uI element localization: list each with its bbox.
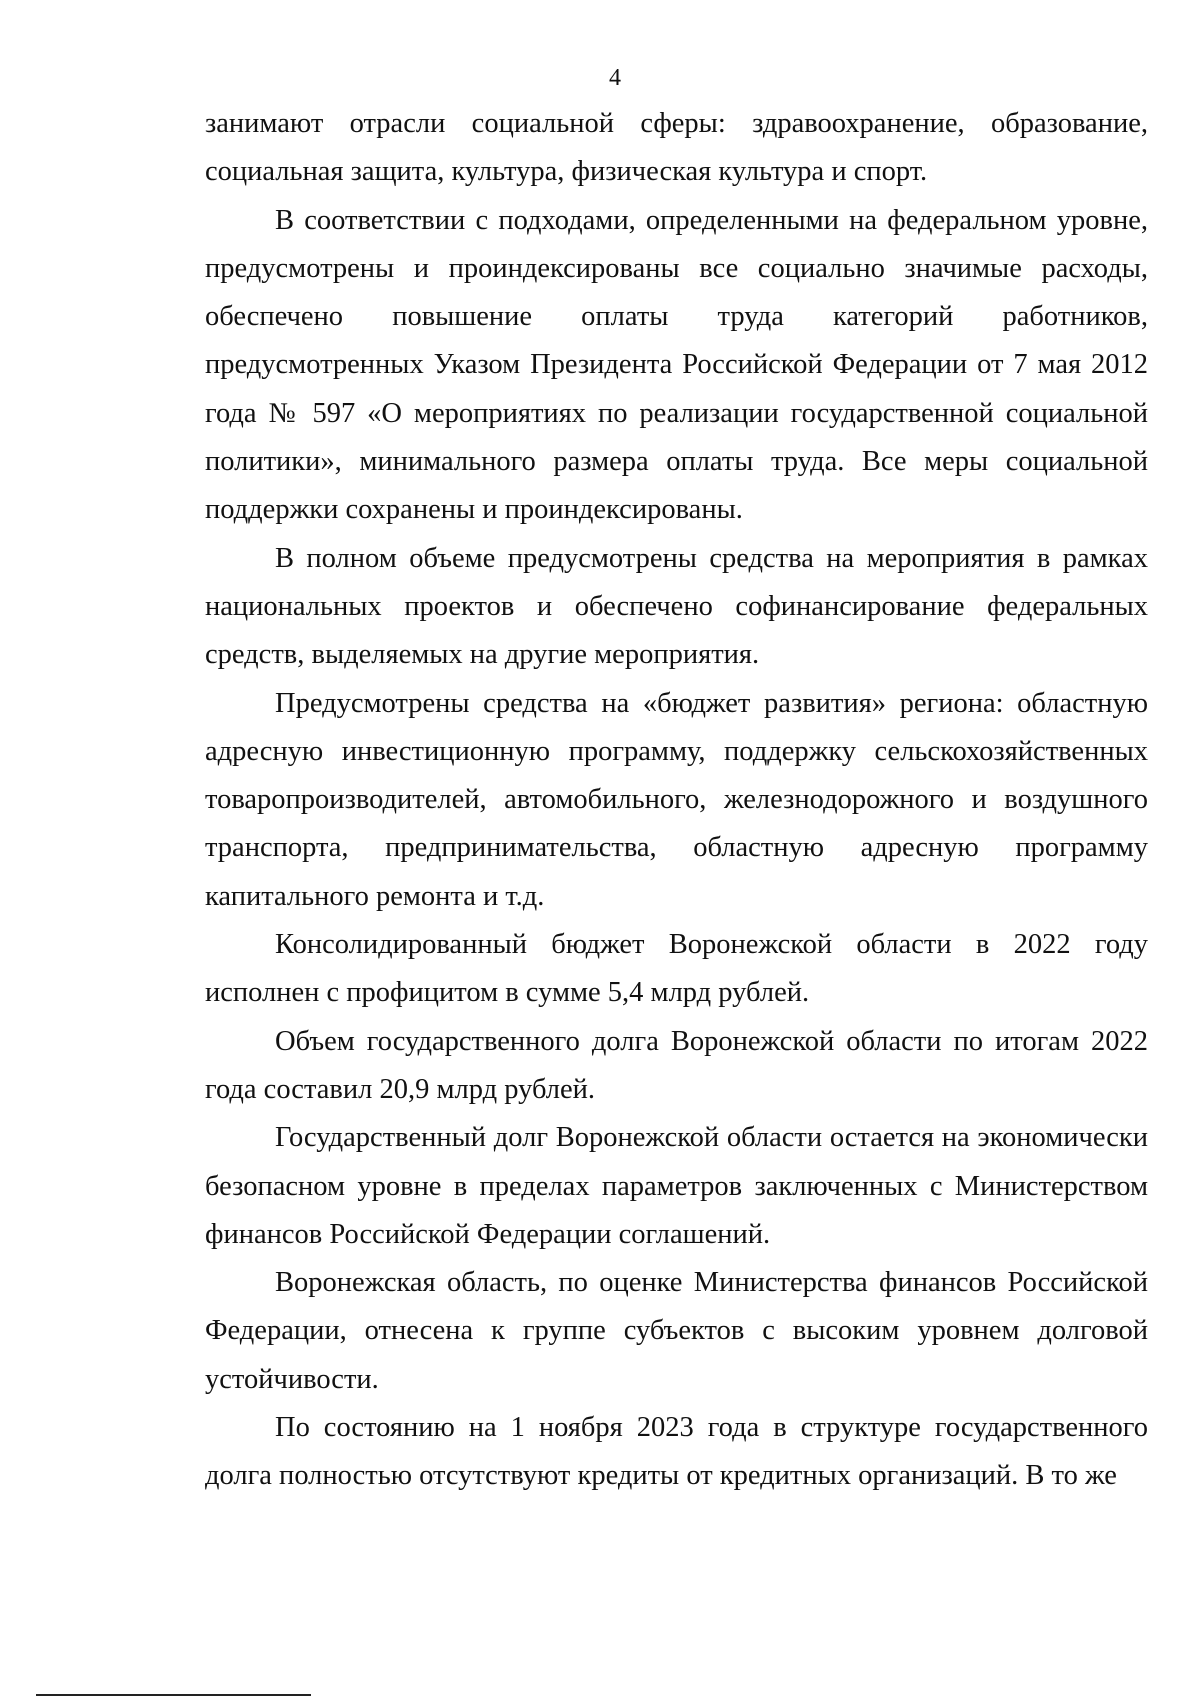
paragraph-national-projects: В полном объеме предусмотрены средства на мероприятия в рамках национальных проектов и обеспечено софинансирование федеральных средств, выделяемых на другие мероприятия. (205, 542, 1148, 671)
paragraph-debt-sustainability: Воронежская область, по оценке Министерства финансов Российской Федерации, отнесена к группе субъектов с высоким уровнем долговой устойчивости. (205, 1267, 1148, 1395)
paragraph-continuation: занимают отрасли социальной сферы: здравоохранение, образование, социальная защита, культура, физическая культура и спорт. (205, 108, 1148, 188)
paragraph-development-budget: Предусмотрены средства на «бюджет развития» региона: областную адресную инвестиционную программу, поддержку сельскохозяйственных товаропроизводителей, автомобильного, железнодорожного и воздушного транспорта, предпринимательства, областную адресную программу капитального ремонта и т.д. (205, 687, 1148, 912)
paragraph-social-expenses: В соответствии с подходами, определенными на федеральном уровне, предусмотрены и проиндексированы все социально значимые расходы, обеспечено повышение оплаты труда категорий работников, предусмотренных Указом Президента Российской Федерации от 7 мая 2012 года № 597 «О мероприятиях по реализации государственной социальной политики», минимального размера оплаты труда. Все меры социальной поддержки сохранены и проиндексированы. (205, 204, 1148, 526)
paragraph-debt-safety: Государственный долг Воронежской области остается на экономически безопасном уровне в пределах параметров заключенных с Министерством финансов Российской Федерации соглашений. (205, 1122, 1148, 1250)
paragraph-state-debt-volume: Объем государственного долга Воронежской области по итогам 2022 года составил 20,9 млрд рублей. (205, 1025, 1148, 1105)
paragraph-debt-structure: По состоянию на 1 ноября 2023 года в структуре государственного долга полностью отсутствуют кредиты от кредитных организаций. В то же (205, 1412, 1148, 1492)
paragraph-consolidated-budget: Консолидированный бюджет Воронежской области в 2022 году исполнен с профицитом в сумме 5,4 млрд рублей. (205, 929, 1148, 1009)
page-number: 4 (609, 65, 621, 91)
document-body (205, 100, 1148, 1501)
